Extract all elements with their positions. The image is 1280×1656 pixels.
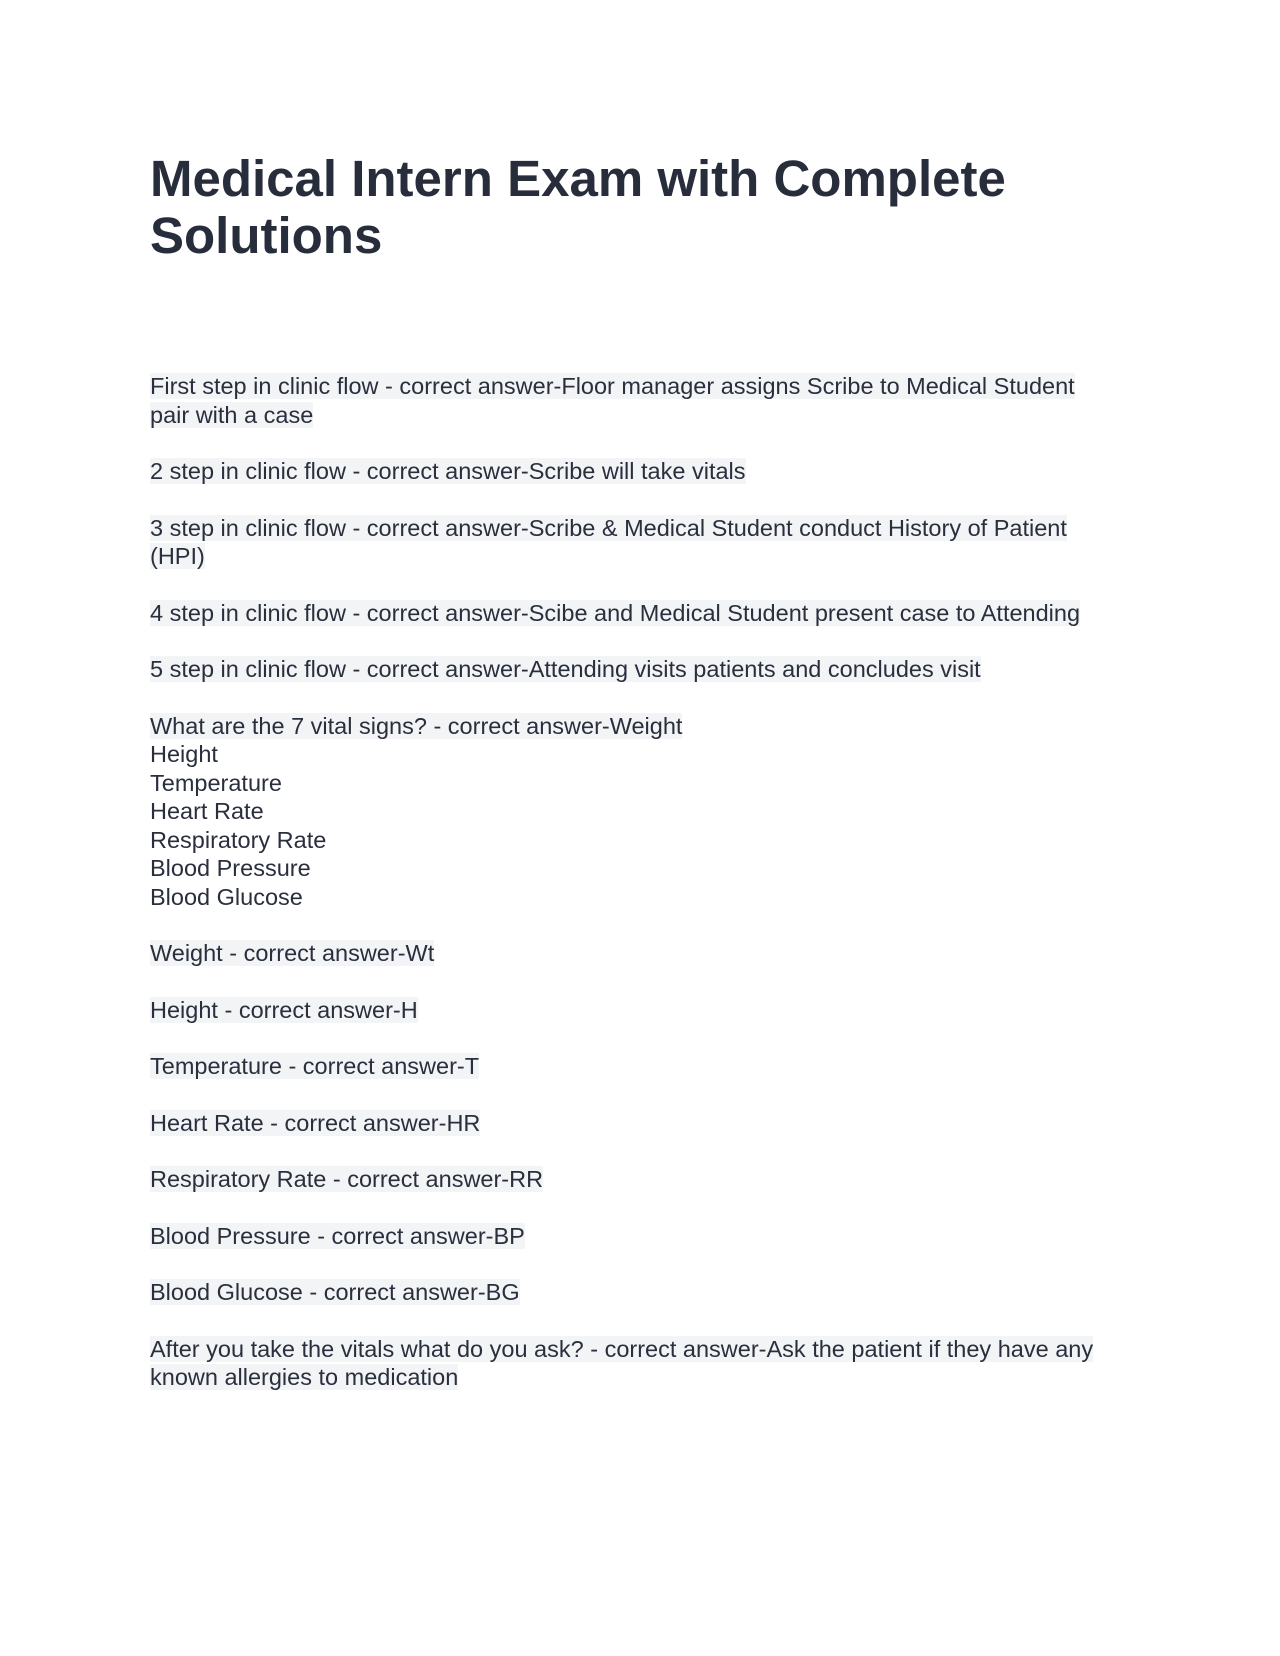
qa-item <box>150 1052 1110 1081</box>
qa-item <box>150 1335 1110 1392</box>
vital-sign-line: Blood Pressure <box>150 855 311 881</box>
qa-item <box>150 1222 1110 1251</box>
qa-text: Respiratory Rate - correct answer-RR <box>150 1166 544 1192</box>
qa-text: 4 step in clinic flow - correct answer-Scibe and Medical Student present case to Attending <box>150 599 1081 626</box>
qa-text: 3 step in clinic flow - correct answer-Scribe & Medical Student conduct History of Patient (HPI) <box>150 514 1067 569</box>
qa-text: Height - correct answer-H <box>150 996 418 1023</box>
qa-item <box>150 457 1110 486</box>
qa-text: 2 step in clinic flow - correct answer-Scribe will take vitals <box>150 458 746 484</box>
vital-sign-line: Heart Rate <box>150 798 264 824</box>
qa-text: Heart Rate - correct answer-HR <box>150 1109 481 1136</box>
qa-item <box>150 996 1110 1025</box>
vital-sign-line: Height <box>150 741 218 767</box>
qa-item <box>150 939 1110 968</box>
qa-text: Weight - correct answer-Wt <box>150 940 435 966</box>
vital-sign-line: Respiratory Rate <box>150 826 327 853</box>
qa-item <box>150 372 1110 429</box>
qa-text: Temperature - correct answer-T <box>150 1053 480 1079</box>
document-title: Medical Intern Exam with Complete Solutions <box>150 150 1006 264</box>
qa-item <box>150 1165 1110 1194</box>
qa-text: Blood Glucose - correct answer-BG <box>150 1279 520 1305</box>
qa-item <box>150 599 1110 628</box>
qa-list <box>150 372 1110 1392</box>
qa-item <box>150 655 1110 684</box>
document-page <box>150 150 1110 1420</box>
qa-text: 5 step in clinic flow - correct answer-Attending visits patients and concludes visit <box>150 656 981 682</box>
vital-sign-line: Blood Glucose <box>150 883 303 910</box>
qa-item-vital-signs <box>150 712 1110 912</box>
qa-text: What are the 7 vital signs? - correct answer-Weight <box>150 712 683 739</box>
qa-text: Blood Pressure - correct answer-BP <box>150 1222 525 1249</box>
qa-text: First step in clinic flow - correct answer-Floor manager assigns Scribe to Medical Student pair with a case <box>150 373 1075 428</box>
vital-signs-list <box>150 740 1110 911</box>
qa-item <box>150 1109 1110 1138</box>
qa-text: After you take the vitals what do you ask? - correct answer-Ask the patient if they have any known allergies to medication <box>150 1335 1094 1390</box>
vital-sign-line: Temperature <box>150 769 282 796</box>
qa-item <box>150 514 1110 571</box>
qa-item <box>150 1278 1110 1307</box>
